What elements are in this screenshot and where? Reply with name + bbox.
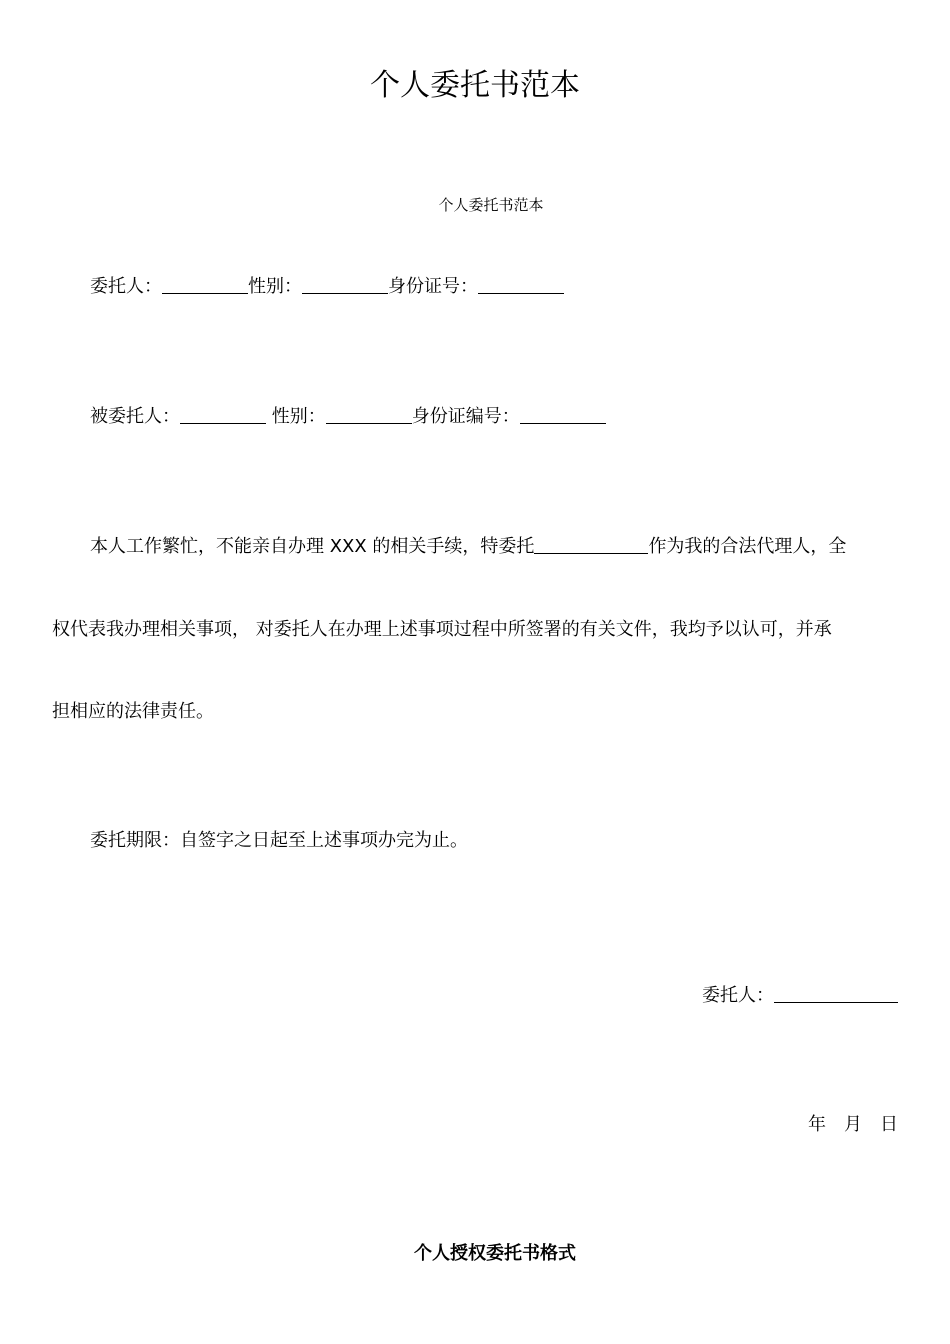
next-section-title: 个人授权委托书格式 [414,1243,576,1264]
agent-name-blank [180,405,266,424]
date-month: 月 [844,1114,862,1135]
principal-label: 委托人： [90,276,162,297]
agent-label: 被委托人： [90,406,180,427]
signature-row [702,983,898,1009]
agent-gender-label: 性别： [271,406,326,427]
signature-blank [774,984,898,1003]
principal-row [90,274,564,300]
body-line-1-before: 本人工作繁忙，不能亲自办理 XXX 的相关手续，特委托 [90,536,535,557]
term-line: 委托期限：自签字之日起至上述事项办完为止。 [90,830,468,851]
agent-designate-blank [534,535,648,554]
body-line-1 [90,534,846,560]
agent-gender-blank [326,405,412,424]
date-day: 日 [880,1114,898,1135]
signature-label: 委托人： [702,985,774,1006]
date-year: 年 [808,1114,826,1135]
principal-gender-blank [302,275,388,294]
principal-id-blank [478,275,564,294]
agent-id-blank [520,405,606,424]
body-line-2: 权代表我办理相关事项， 对委托人在办理上述事项过程中所签署的有关文件，我均予以认可，并承 [52,619,832,640]
document-subtitle: 个人委托书范本 [438,196,544,214]
date-row [808,1112,898,1138]
principal-gender-label: 性别： [248,276,302,297]
principal-name-blank [162,275,248,294]
body-line-3: 担相应的法律责任。 [52,701,214,722]
agent-row [90,404,606,430]
document-title: 个人委托书范本 [370,68,580,103]
principal-id-label: 身份证号： [388,276,478,297]
body-line-1-after: 作为我的合法代理人，全 [648,536,847,557]
agent-id-label: 身份证编号： [411,406,520,427]
